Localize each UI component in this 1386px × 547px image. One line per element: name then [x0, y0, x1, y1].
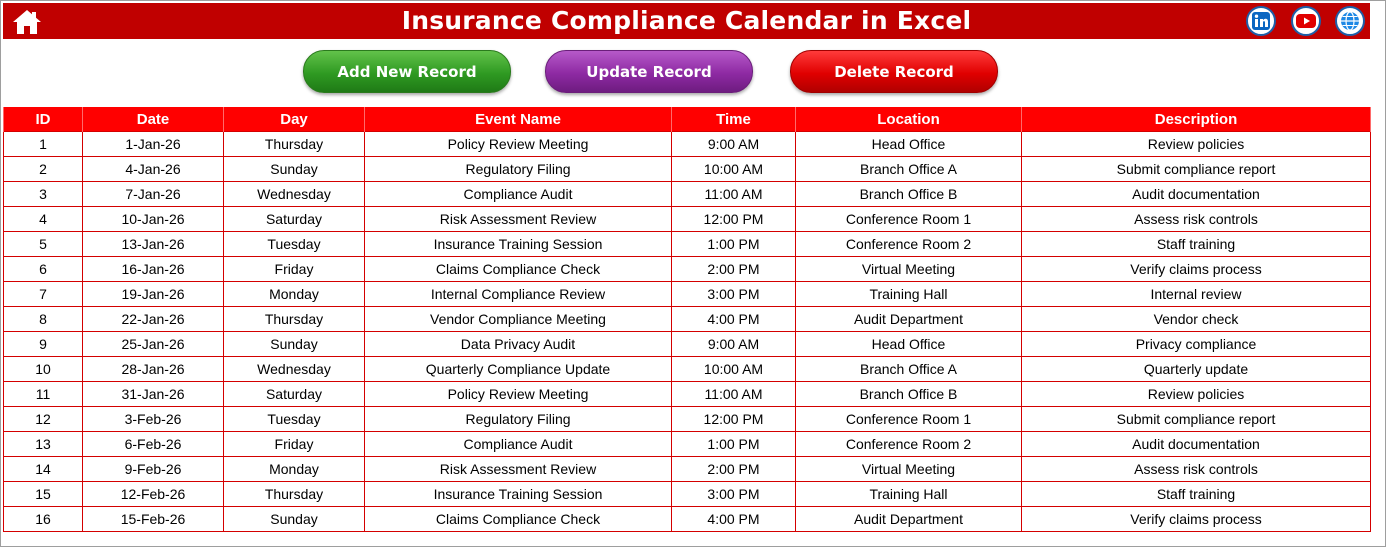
table-row[interactable] [4, 407, 1371, 432]
cell-event-name[interactable]: Risk Assessment Review [365, 457, 672, 482]
cell-location[interactable]: Virtual Meeting [796, 257, 1022, 282]
cell-day[interactable]: Wednesday [224, 182, 365, 207]
cell-time[interactable]: 4:00 PM [672, 507, 796, 532]
cell-description[interactable]: Assess risk controls [1022, 207, 1371, 232]
globe-icon[interactable] [1335, 6, 1365, 36]
cell-day[interactable]: Tuesday [224, 232, 365, 257]
cell-location[interactable]: Conference Room 1 [796, 407, 1022, 432]
cell-date[interactable]: 28-Jan-26 [83, 357, 224, 382]
column-header-location[interactable]: Location [796, 107, 1022, 132]
table-row[interactable] [4, 507, 1371, 532]
cell-day[interactable]: Sunday [224, 332, 365, 357]
cell-id[interactable]: 8 [4, 307, 83, 332]
cell-event-name[interactable]: Claims Compliance Check [365, 257, 672, 282]
column-header-time[interactable]: Time [672, 107, 796, 132]
cell-description[interactable]: Internal review [1022, 282, 1371, 307]
cell-event-name[interactable]: Claims Compliance Check [365, 507, 672, 532]
column-header-day[interactable]: Day [224, 107, 365, 132]
cell-location[interactable]: Audit Department [796, 307, 1022, 332]
cell-event-name[interactable]: Insurance Training Session [365, 482, 672, 507]
cell-description[interactable]: Quarterly update [1022, 357, 1371, 382]
cell-id[interactable]: 11 [4, 382, 83, 407]
cell-time[interactable]: 9:00 AM [672, 132, 796, 157]
cell-id[interactable]: 13 [4, 432, 83, 457]
cell-day[interactable]: Sunday [224, 157, 365, 182]
cell-day[interactable]: Friday [224, 432, 365, 457]
cell-description[interactable]: Privacy compliance [1022, 332, 1371, 357]
cell-date[interactable]: 9-Feb-26 [83, 457, 224, 482]
cell-description[interactable]: Staff training [1022, 482, 1371, 507]
cell-time[interactable]: 3:00 PM [672, 282, 796, 307]
cell-id[interactable]: 4 [4, 207, 83, 232]
cell-event-name[interactable]: Policy Review Meeting [365, 382, 672, 407]
cell-id[interactable]: 1 [4, 132, 83, 157]
cell-description[interactable]: Staff training [1022, 232, 1371, 257]
cell-id[interactable]: 9 [4, 332, 83, 357]
cell-location[interactable]: Conference Room 2 [796, 432, 1022, 457]
cell-description[interactable]: Review policies [1022, 382, 1371, 407]
cell-time[interactable]: 11:00 AM [672, 382, 796, 407]
table-row[interactable] [4, 132, 1371, 157]
cell-description[interactable]: Audit documentation [1022, 182, 1371, 207]
cell-date[interactable]: 22-Jan-26 [83, 307, 224, 332]
records-table [3, 107, 1371, 532]
cell-time[interactable]: 1:00 PM [672, 232, 796, 257]
cell-day[interactable]: Thursday [224, 307, 365, 332]
cell-description[interactable]: Audit documentation [1022, 432, 1371, 457]
cell-date[interactable]: 16-Jan-26 [83, 257, 224, 282]
table-row[interactable] [4, 432, 1371, 457]
cell-location[interactable]: Head Office [796, 332, 1022, 357]
linkedin-icon[interactable] [1246, 6, 1276, 36]
add-new-record-button[interactable]: Add New Record [303, 50, 511, 93]
cell-id[interactable]: 12 [4, 407, 83, 432]
cell-day[interactable]: Thursday [224, 132, 365, 157]
cell-id[interactable]: 6 [4, 257, 83, 282]
table-row[interactable] [4, 207, 1371, 232]
delete-record-button[interactable]: Delete Record [790, 50, 998, 93]
cell-day[interactable]: Saturday [224, 207, 365, 232]
cell-location[interactable]: Branch Office B [796, 382, 1022, 407]
cell-date[interactable]: 15-Feb-26 [83, 507, 224, 532]
home-icon[interactable] [12, 8, 42, 35]
table-row[interactable] [4, 257, 1371, 282]
cell-id[interactable]: 15 [4, 482, 83, 507]
cell-time[interactable]: 11:00 AM [672, 182, 796, 207]
cell-date[interactable]: 4-Jan-26 [83, 157, 224, 182]
cell-time[interactable]: 2:00 PM [672, 457, 796, 482]
cell-day[interactable]: Tuesday [224, 407, 365, 432]
cell-id[interactable]: 7 [4, 282, 83, 307]
cell-location[interactable]: Conference Room 1 [796, 207, 1022, 232]
cell-event-name[interactable]: Compliance Audit [365, 432, 672, 457]
cell-id[interactable]: 5 [4, 232, 83, 257]
column-header-event-name[interactable]: Event Name [365, 107, 672, 132]
cell-date[interactable]: 3-Feb-26 [83, 407, 224, 432]
cell-description[interactable]: Submit compliance report [1022, 157, 1371, 182]
table-body [4, 132, 1371, 532]
table-row[interactable] [4, 157, 1371, 182]
cell-event-name[interactable]: Regulatory Filing [365, 157, 672, 182]
cell-time[interactable]: 1:00 PM [672, 432, 796, 457]
table-row[interactable] [4, 232, 1371, 257]
column-header-id[interactable]: ID [4, 107, 83, 132]
table-row[interactable] [4, 357, 1371, 382]
table-row[interactable] [4, 332, 1371, 357]
cell-event-name[interactable]: Quarterly Compliance Update [365, 357, 672, 382]
table-row[interactable] [4, 182, 1371, 207]
cell-description[interactable]: Vendor check [1022, 307, 1371, 332]
table-row[interactable] [4, 282, 1371, 307]
cell-event-name[interactable]: Insurance Training Session [365, 232, 672, 257]
cell-event-name[interactable]: Regulatory Filing [365, 407, 672, 432]
cell-event-name[interactable]: Vendor Compliance Meeting [365, 307, 672, 332]
cell-date[interactable]: 6-Feb-26 [83, 432, 224, 457]
cell-date[interactable]: 25-Jan-26 [83, 332, 224, 357]
cell-location[interactable]: Conference Room 2 [796, 232, 1022, 257]
cell-time[interactable]: 4:00 PM [672, 307, 796, 332]
cell-id[interactable]: 3 [4, 182, 83, 207]
cell-day[interactable]: Monday [224, 457, 365, 482]
cell-description[interactable]: Review policies [1022, 132, 1371, 157]
cell-time[interactable]: 9:00 AM [672, 332, 796, 357]
cell-location[interactable]: Branch Office A [796, 357, 1022, 382]
cell-description[interactable]: Assess risk controls [1022, 457, 1371, 482]
cell-date[interactable]: 19-Jan-26 [83, 282, 224, 307]
cell-date[interactable]: 1-Jan-26 [83, 132, 224, 157]
column-header-date[interactable]: Date [83, 107, 224, 132]
cell-time[interactable]: 12:00 PM [672, 207, 796, 232]
cell-description[interactable]: Verify claims process [1022, 507, 1371, 532]
youtube-icon[interactable] [1291, 6, 1321, 36]
cell-location[interactable]: Virtual Meeting [796, 457, 1022, 482]
cell-date[interactable]: 7-Jan-26 [83, 182, 224, 207]
cell-description[interactable]: Submit compliance report [1022, 407, 1371, 432]
table-row[interactable] [4, 482, 1371, 507]
cell-day[interactable]: Wednesday [224, 357, 365, 382]
cell-id[interactable]: 16 [4, 507, 83, 532]
cell-id[interactable]: 10 [4, 357, 83, 382]
cell-time[interactable]: 12:00 PM [672, 407, 796, 432]
cell-date[interactable]: 10-Jan-26 [83, 207, 224, 232]
cell-event-name[interactable]: Risk Assessment Review [365, 207, 672, 232]
cell-id[interactable]: 14 [4, 457, 83, 482]
cell-event-name[interactable]: Compliance Audit [365, 182, 672, 207]
cell-date[interactable]: 12-Feb-26 [83, 482, 224, 507]
cell-location[interactable]: Audit Department [796, 507, 1022, 532]
cell-day[interactable]: Saturday [224, 382, 365, 407]
cell-location[interactable]: Branch Office B [796, 182, 1022, 207]
cell-time[interactable]: 10:00 AM [672, 357, 796, 382]
table-row[interactable] [4, 307, 1371, 332]
cell-event-name[interactable]: Policy Review Meeting [365, 132, 672, 157]
cell-time[interactable]: 10:00 AM [672, 157, 796, 182]
cell-location[interactable]: Training Hall [796, 282, 1022, 307]
update-record-button[interactable]: Update Record [545, 50, 753, 93]
page-title: Insurance Compliance Calendar in Excel [401, 6, 972, 35]
table-row[interactable] [4, 382, 1371, 407]
cell-day[interactable]: Sunday [224, 507, 365, 532]
cell-location[interactable]: Branch Office A [796, 157, 1022, 182]
table-row[interactable] [4, 457, 1371, 482]
cell-event-name[interactable]: Data Privacy Audit [365, 332, 672, 357]
cell-location[interactable]: Head Office [796, 132, 1022, 157]
title-bar [3, 3, 1370, 39]
cell-day[interactable]: Monday [224, 282, 365, 307]
cell-time[interactable]: 3:00 PM [672, 482, 796, 507]
column-header-description[interactable]: Description [1022, 107, 1371, 132]
cell-description[interactable]: Verify claims process [1022, 257, 1371, 282]
table-header-row [4, 107, 1371, 132]
cell-date[interactable]: 31-Jan-26 [83, 382, 224, 407]
cell-id[interactable]: 2 [4, 157, 83, 182]
cell-location[interactable]: Training Hall [796, 482, 1022, 507]
cell-day[interactable]: Friday [224, 257, 365, 282]
cell-time[interactable]: 2:00 PM [672, 257, 796, 282]
cell-event-name[interactable]: Internal Compliance Review [365, 282, 672, 307]
cell-day[interactable]: Thursday [224, 482, 365, 507]
cell-date[interactable]: 13-Jan-26 [83, 232, 224, 257]
